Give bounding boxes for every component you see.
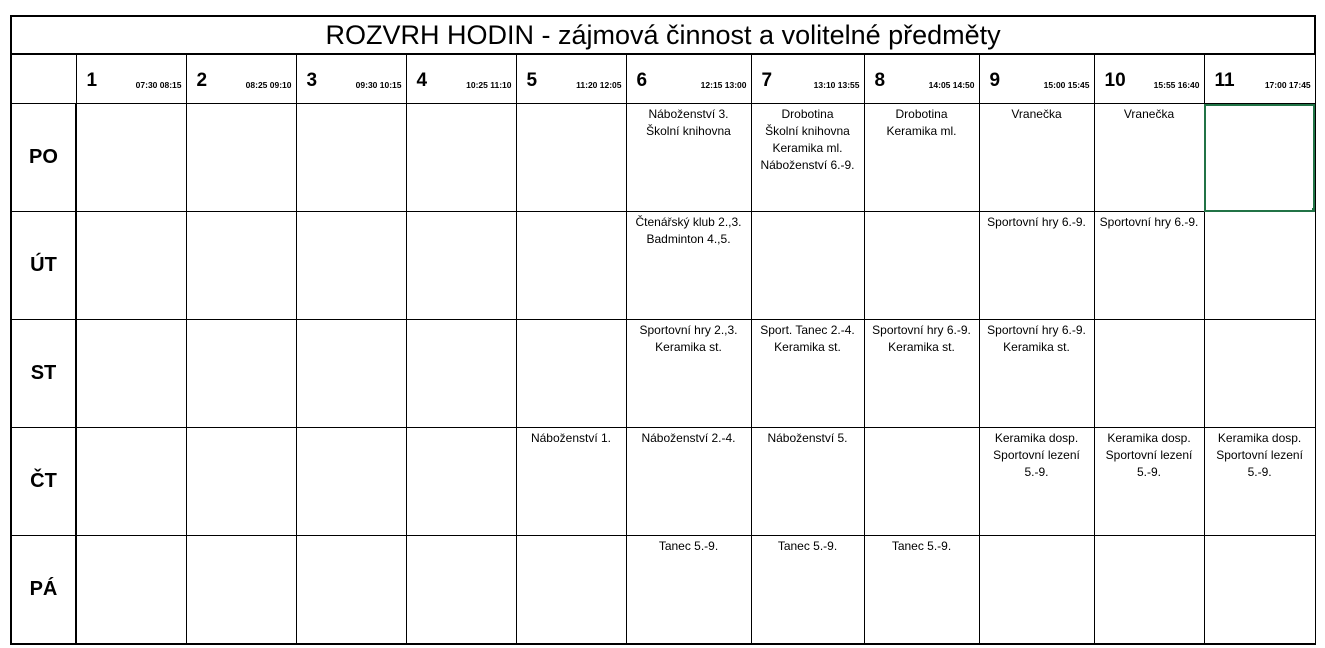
schedule-cell[interactable]	[406, 212, 516, 320]
activity-text: Náboženství 2.-4.	[641, 431, 736, 445]
period-time: 13:10 13:55	[813, 80, 860, 90]
day-label[interactable]: ST	[11, 320, 76, 428]
period-number: 2	[196, 70, 208, 91]
activity-text: Náboženství 6.-9.	[760, 158, 855, 172]
schedule-cell[interactable]	[516, 536, 626, 645]
activity-text: Vranečka	[1011, 107, 1062, 121]
activity-text: Tanec 5.-9.	[777, 539, 838, 553]
schedule-cell[interactable]	[979, 428, 1094, 536]
day-label[interactable]: PÁ	[11, 536, 76, 645]
schedule-cell[interactable]	[76, 536, 186, 645]
activity-text: Sportovní lezení	[1105, 448, 1193, 462]
activity-text: Keramika ml.	[886, 124, 957, 138]
activity-text: Keramika st.	[888, 340, 955, 354]
schedule-cell[interactable]	[864, 104, 979, 212]
schedule-cell[interactable]	[296, 536, 406, 645]
activity-text: Náboženství 5.	[767, 431, 848, 445]
period-header-3[interactable]	[296, 54, 406, 104]
activity-text: 5.-9.	[1136, 465, 1161, 479]
activity-text: Keramika st.	[1003, 340, 1070, 354]
period-header-content	[77, 70, 186, 92]
period-time: 17:00 17:45	[1264, 80, 1311, 90]
period-time: 08:25 09:10	[245, 80, 292, 90]
period-time: 14:05 14:50	[928, 80, 975, 90]
schedule-cell[interactable]	[979, 104, 1094, 212]
period-number: 4	[416, 70, 428, 91]
schedule-cell[interactable]	[1094, 428, 1204, 536]
schedule-cell[interactable]	[516, 428, 626, 536]
activity-text: Školní knihovna	[646, 124, 731, 138]
schedule-cell[interactable]	[864, 536, 979, 645]
activity-text: Sportovní hry 2.,3.	[639, 323, 738, 337]
activity-text: Sport. Tanec 2.-4.	[760, 323, 855, 337]
schedule-cell[interactable]	[406, 428, 516, 536]
period-header-11[interactable]	[1204, 54, 1315, 104]
day-label[interactable]: ÚT	[11, 212, 76, 320]
day-label[interactable]: PO	[11, 104, 76, 212]
corner-cell[interactable]	[11, 54, 76, 104]
schedule-cell[interactable]	[186, 212, 296, 320]
activity-text: Drobotina	[781, 107, 834, 121]
schedule-cell[interactable]	[979, 212, 1094, 320]
period-number: 1	[86, 70, 98, 91]
activity-text: Drobotina	[895, 107, 948, 121]
day-row	[11, 536, 1315, 645]
schedule-cell[interactable]	[1094, 212, 1204, 320]
schedule-cell[interactable]	[406, 536, 516, 645]
period-time: 07:30 08:15	[135, 80, 182, 90]
activity-text: Náboženství 1.	[530, 431, 612, 445]
period-number: 8	[874, 70, 886, 91]
schedule-sheet	[10, 15, 1316, 645]
schedule-cell[interactable]	[979, 536, 1094, 645]
schedule-cell[interactable]	[76, 428, 186, 536]
activity-text: 5.-9.	[1247, 465, 1272, 479]
period-header-6[interactable]	[626, 54, 751, 104]
schedule-cell[interactable]	[296, 320, 406, 428]
period-header-7[interactable]	[751, 54, 864, 104]
schedule-cell[interactable]	[186, 536, 296, 645]
period-header-5[interactable]	[516, 54, 626, 104]
activity-text: Keramika st.	[774, 340, 841, 354]
activity-text: Keramika dosp.	[1217, 431, 1302, 445]
period-header-2[interactable]	[186, 54, 296, 104]
schedule-cell[interactable]	[626, 428, 751, 536]
schedule-cell[interactable]	[406, 320, 516, 428]
period-number: 9	[989, 70, 1001, 91]
activity-text: Keramika dosp.	[1107, 431, 1191, 445]
period-header-content	[627, 70, 751, 92]
period-time: 15:00 15:45	[1043, 80, 1090, 90]
activity-text: Sportovní hry 6.-9.	[987, 323, 1086, 337]
schedule-cell[interactable]	[296, 212, 406, 320]
schedule-table	[10, 15, 1316, 645]
activity-text: Čtenářský klub 2.,3.	[635, 215, 742, 229]
schedule-cell[interactable]	[76, 320, 186, 428]
schedule-cell[interactable]	[626, 212, 751, 320]
period-number: 6	[636, 70, 648, 91]
period-header-content	[517, 70, 626, 92]
activity-text: 5.-9.	[1024, 465, 1049, 479]
period-time: 10:25 11:10	[466, 80, 512, 90]
schedule-cell[interactable]	[296, 428, 406, 536]
period-number: 3	[306, 70, 318, 91]
period-header-content	[980, 70, 1094, 92]
schedule-cell[interactable]	[186, 320, 296, 428]
period-number: 11	[1214, 70, 1235, 91]
activity-text: Náboženství 3.	[648, 107, 729, 121]
schedule-cell[interactable]	[1204, 428, 1315, 536]
activity-text: Vranečka	[1123, 107, 1175, 121]
activity-text: Keramika dosp.	[994, 431, 1079, 445]
schedule-cell[interactable]	[751, 104, 864, 212]
schedule-cell[interactable]	[751, 212, 864, 320]
day-row	[11, 212, 1315, 320]
day-label[interactable]: ČT	[11, 428, 76, 536]
period-number: 10	[1104, 70, 1126, 91]
selected-cell[interactable]	[1204, 104, 1315, 212]
activity-text: Sportovní hry 6.-9.	[1099, 215, 1199, 229]
page-title[interactable]: ROZVRH HODIN - zájmová činnost a volitelné předměty	[11, 16, 1315, 54]
schedule-cell[interactable]	[1094, 536, 1204, 645]
activity-text: Badminton 4.,5.	[646, 232, 731, 246]
schedule-cell[interactable]	[76, 212, 186, 320]
schedule-cell[interactable]	[516, 104, 626, 212]
schedule-cell[interactable]	[76, 104, 186, 212]
period-time: 15:55 16:40	[1153, 80, 1200, 90]
activity-text: Školní knihovna	[765, 124, 850, 138]
activity-text: Keramika ml.	[772, 141, 843, 155]
schedule-cell[interactable]	[626, 536, 751, 645]
schedule-cell[interactable]	[296, 104, 406, 212]
activity-text: Sportovní hry 6.-9.	[872, 323, 971, 337]
schedule-cell[interactable]	[864, 212, 979, 320]
schedule-cell[interactable]	[1094, 320, 1204, 428]
schedule-cell[interactable]	[406, 104, 516, 212]
period-header-10[interactable]	[1094, 54, 1204, 104]
schedule-cell[interactable]	[1204, 320, 1315, 428]
schedule-cell[interactable]	[864, 428, 979, 536]
schedule-cell[interactable]	[1204, 212, 1315, 320]
schedule-cell[interactable]	[751, 536, 864, 645]
activity-text: Sportovní hry 6.-9.	[987, 215, 1086, 229]
activity-text: Sportovní lezení	[993, 448, 1080, 462]
activity-text: Sportovní lezení	[1216, 448, 1303, 462]
schedule-cell[interactable]	[516, 212, 626, 320]
schedule-cell[interactable]	[626, 320, 751, 428]
period-number: 5	[526, 70, 538, 91]
period-header-content	[1205, 70, 1315, 92]
period-header-content	[407, 70, 516, 92]
schedule-cell[interactable]	[186, 428, 296, 536]
period-header-content	[865, 70, 979, 92]
schedule-cell[interactable]	[864, 320, 979, 428]
period-header-content	[1095, 70, 1204, 92]
day-row	[11, 104, 1315, 212]
day-row	[11, 428, 1315, 536]
activity-text: Keramika st.	[655, 340, 722, 354]
period-number: 7	[761, 70, 773, 91]
period-header-content	[752, 70, 864, 92]
activity-text: Tanec 5.-9.	[658, 539, 719, 553]
schedule-cell[interactable]	[516, 320, 626, 428]
activity-text: Tanec 5.-9.	[891, 539, 952, 553]
period-time: 09:30 10:15	[355, 80, 402, 90]
fill-handle[interactable]	[1312, 208, 1316, 212]
period-header-1[interactable]	[76, 54, 186, 104]
schedule-cell[interactable]	[186, 104, 296, 212]
schedule-cell[interactable]	[751, 428, 864, 536]
period-header-content	[187, 70, 296, 92]
day-row	[11, 320, 1315, 428]
schedule-cell[interactable]	[626, 104, 751, 212]
schedule-cell[interactable]	[751, 320, 864, 428]
schedule-cell[interactable]	[1094, 104, 1204, 212]
period-header-8[interactable]	[864, 54, 979, 104]
schedule-cell[interactable]	[979, 320, 1094, 428]
period-header-4[interactable]	[406, 54, 516, 104]
period-header-content	[297, 70, 406, 92]
period-time: 12:15 13:00	[700, 80, 747, 90]
period-header-9[interactable]	[979, 54, 1094, 104]
period-time: 11:20 12:05	[576, 80, 622, 90]
schedule-cell[interactable]	[1204, 536, 1315, 645]
